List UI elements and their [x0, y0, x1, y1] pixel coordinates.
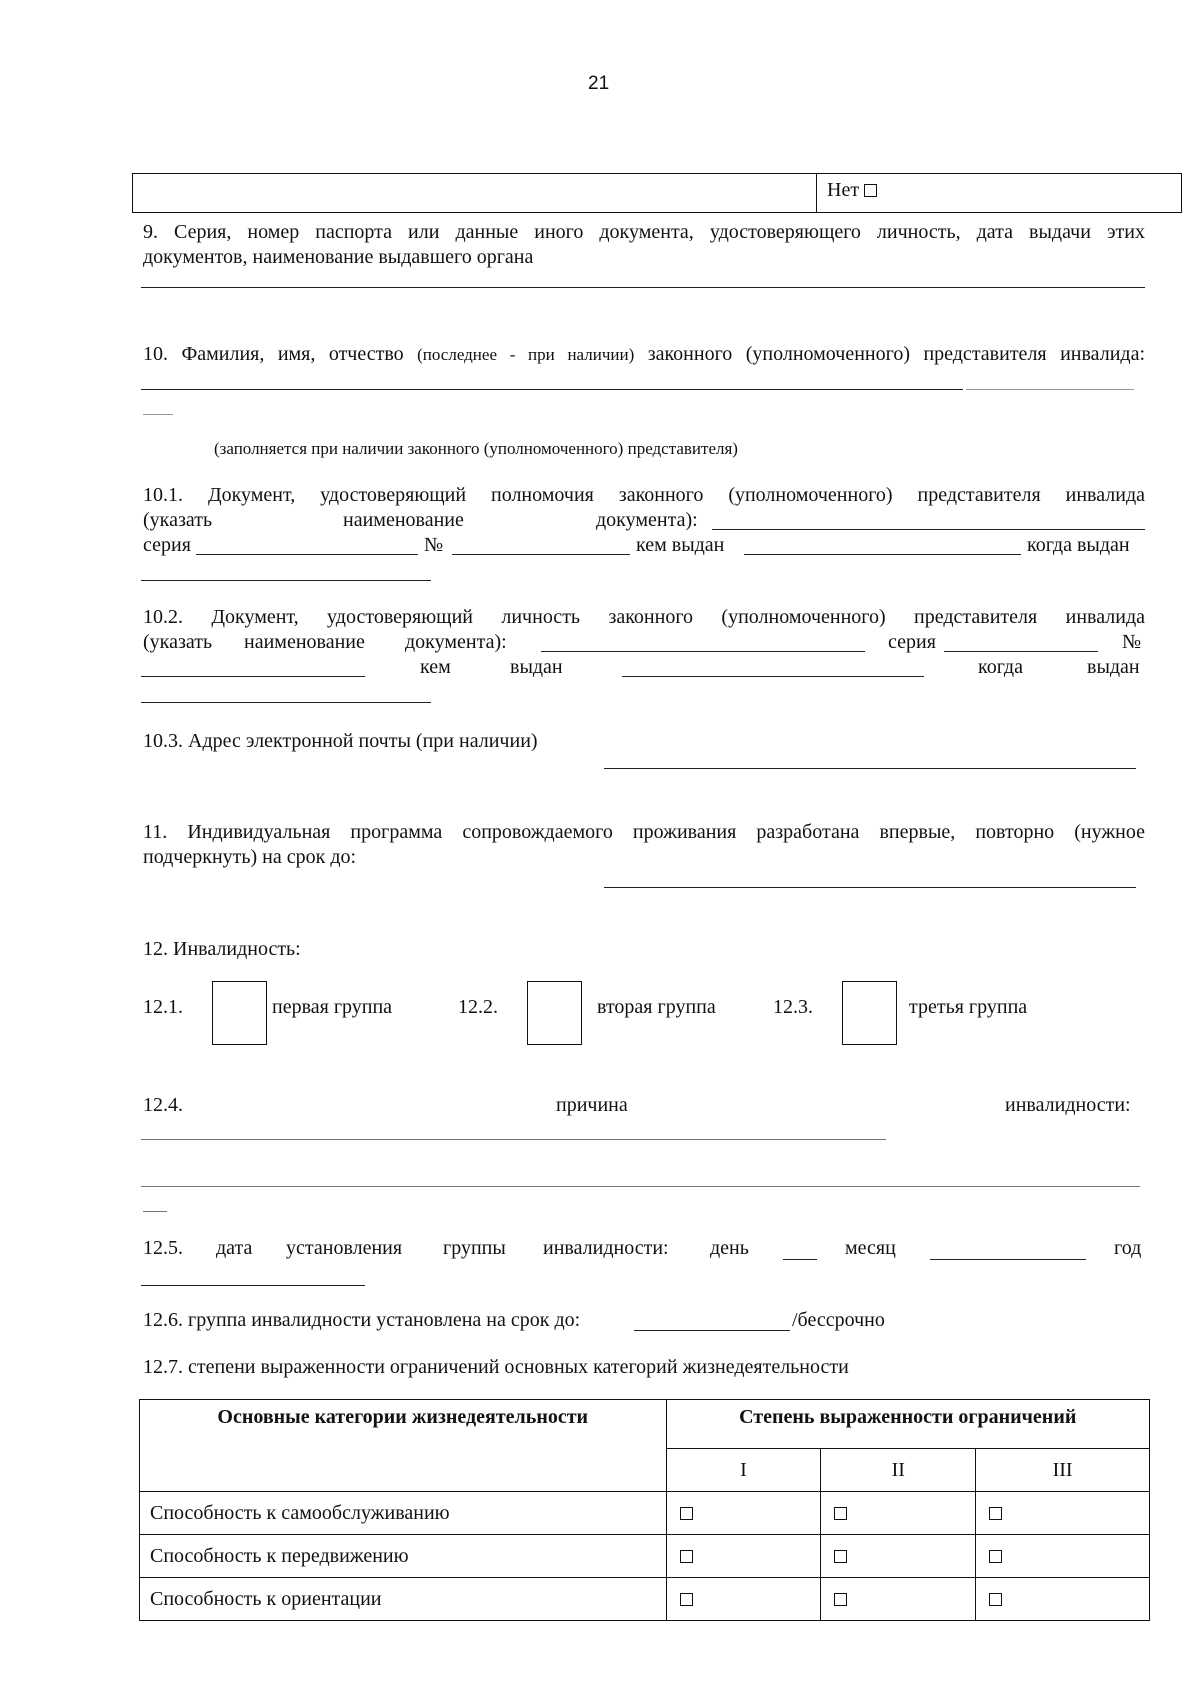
- section-10-2-when: когда: [978, 656, 1023, 678]
- table-row: [140, 1578, 1150, 1621]
- section-12-5-w5: день: [710, 1237, 749, 1259]
- section-10-2-issued2: выдан: [1087, 656, 1140, 678]
- section-12-4-num: 12.4.: [143, 1094, 183, 1116]
- categories-table: [139, 1399, 1150, 1621]
- row2-degree2-checkbox[interactable]: [834, 1550, 847, 1563]
- header-categories: Основные категории жизнедеятельности: [140, 1400, 667, 1492]
- year-input-line[interactable]: [141, 1285, 365, 1286]
- row3-degree3-checkbox[interactable]: [989, 1593, 1002, 1606]
- row2-degree1-checkbox[interactable]: [680, 1550, 693, 1563]
- section-12-5-num: 12.5.: [143, 1237, 183, 1259]
- group-1-checkbox[interactable]: [212, 981, 267, 1045]
- group-2-num: 12.2.: [458, 996, 498, 1018]
- section-10-hint: (заполняется при наличии законного (уполномоченного) представителя): [214, 439, 738, 458]
- section-12-6-label: 12.6. группа инвалидности установлена на срок до:: [143, 1309, 581, 1331]
- degree-2: II: [821, 1449, 976, 1492]
- row-label: Способность к ориентации: [140, 1578, 667, 1621]
- row-label: Способность к самообслуживанию: [140, 1492, 667, 1535]
- email-input-line[interactable]: [604, 768, 1136, 769]
- section-12-4-w3: инвалидности:: [1005, 1094, 1131, 1116]
- section-11-line2: подчеркнуть) на срок до:: [143, 846, 357, 868]
- page-number: 21: [588, 73, 610, 94]
- section-10-2-w3: документа):: [405, 631, 507, 653]
- cause-input-line-tail[interactable]: [143, 1211, 167, 1212]
- row2-degree3-checkbox[interactable]: [989, 1550, 1002, 1563]
- section-12-title: 12. Инвалидность:: [143, 938, 301, 960]
- section-12-6-suffix: /бессрочно: [792, 1309, 885, 1331]
- row1-degree2-checkbox[interactable]: [834, 1507, 847, 1520]
- section-10-2-issued-by-line[interactable]: [622, 676, 924, 677]
- degree-3: III: [976, 1449, 1150, 1492]
- section-10-1-w3: документа):: [596, 509, 698, 531]
- section-10-input-line-tail[interactable]: [143, 414, 173, 415]
- section-9-input-line[interactable]: [141, 287, 1145, 288]
- term-input-line[interactable]: [634, 1330, 790, 1331]
- group-2-checkbox[interactable]: [527, 981, 582, 1045]
- section-10-title: [143, 342, 1145, 367]
- section-12-5-w3: группы: [443, 1237, 506, 1259]
- section-10-note: (последнее - при наличии): [417, 345, 635, 364]
- section-10-1-issued-when-label: когда выдан: [1027, 534, 1130, 556]
- degree-1: I: [666, 1449, 821, 1492]
- row-label: Способность к передвижению: [140, 1535, 667, 1578]
- no-checkbox[interactable]: [864, 184, 877, 197]
- section-10-input-line-extra[interactable]: [966, 389, 1134, 390]
- section-10-3-label: 10.3. Адрес электронной почты (при наличии): [143, 730, 538, 752]
- row3-degree2-checkbox[interactable]: [834, 1593, 847, 1606]
- section-10-1-line1: 10.1. Документ, удостоверяющий полномочия законного (уполномоченного) представителя инвалида: [143, 484, 1145, 506]
- section-12-5-w2: установления: [286, 1237, 403, 1259]
- header-degree: Степень выраженности ограничений: [666, 1400, 1150, 1449]
- section-10-1-doc-name-line[interactable]: [712, 529, 1145, 530]
- section-10-1-num-label: №: [424, 534, 444, 556]
- table-row: [140, 1535, 1150, 1578]
- section-10-2-line1: 10.2. Документ, удостоверяющий личность законного (уполномоченного) представителя инвалида: [143, 606, 1145, 628]
- section-12-5-w7: год: [1114, 1237, 1142, 1259]
- row1-degree1-checkbox[interactable]: [680, 1507, 693, 1520]
- section-10-1-issued-when-line[interactable]: [141, 580, 431, 581]
- section-10-2-num-line[interactable]: [141, 676, 365, 677]
- table-header-row: [140, 1400, 1150, 1449]
- section-12-5-w6: месяц: [845, 1237, 896, 1259]
- cause-input-line-2[interactable]: [141, 1186, 1140, 1187]
- section-10-1-w2: наименование: [343, 509, 464, 531]
- group-2-label: вторая группа: [597, 996, 716, 1018]
- top-table-row: [132, 173, 1182, 213]
- section-10-2-w2: наименование: [244, 631, 365, 653]
- group-3-num: 12.3.: [773, 996, 813, 1018]
- section-12-5-w1: дата: [216, 1237, 253, 1259]
- section-10-1-issued-by-line[interactable]: [744, 554, 1021, 555]
- section-12-4-w2: причина: [556, 1094, 628, 1116]
- section-10-1-series-line[interactable]: [196, 554, 418, 555]
- section-10-2-issued: выдан: [510, 656, 563, 678]
- section-12-7-label: 12.7. степени выраженности ограничений основных категорий жизнедеятельности: [143, 1356, 849, 1378]
- section-10-input-line[interactable]: [141, 389, 963, 390]
- section-11-term-line[interactable]: [604, 887, 1136, 888]
- section-10-2-w1: (указать: [143, 631, 213, 653]
- group-3-checkbox[interactable]: [842, 981, 897, 1045]
- section-10-2-num-label: №: [1122, 631, 1142, 653]
- no-option: [827, 178, 877, 202]
- month-input-line[interactable]: [930, 1259, 1086, 1260]
- section-10-1-issued-by-label: кем выдан: [636, 534, 725, 556]
- section-10-1-num-line[interactable]: [452, 554, 630, 555]
- row1-degree3-checkbox[interactable]: [989, 1507, 1002, 1520]
- group-3-label: третья группа: [909, 996, 1028, 1018]
- group-1-label: первая группа: [272, 996, 393, 1018]
- section-10-2-doc-name-line[interactable]: [541, 651, 865, 652]
- section-10-title-start: 10. Фамилия, имя, отчество: [143, 343, 404, 365]
- group-1-num: 12.1.: [143, 996, 183, 1018]
- top-table-divider: [816, 174, 817, 212]
- section-10-1-series-label: серия: [143, 534, 191, 556]
- section-9-line2: документов, наименование выдавшего органа: [143, 246, 534, 268]
- section-10-2-issued-when-line[interactable]: [141, 702, 431, 703]
- section-12-5-w4: инвалидности:: [543, 1237, 669, 1259]
- section-10-title-rest: законного (уполномоченного) представителя инвалида:: [647, 343, 1146, 365]
- day-input-line[interactable]: [783, 1259, 817, 1260]
- no-label: Нет: [827, 179, 860, 201]
- cause-input-line-1[interactable]: [141, 1139, 886, 1140]
- table-row: [140, 1492, 1150, 1535]
- section-10-2-series-label: серия: [888, 631, 936, 653]
- section-10-1-w1: (указать: [143, 509, 213, 531]
- section-10-2-who: кем: [420, 656, 451, 678]
- section-11-line1: 11. Индивидуальная программа сопровождаемого проживания разработана впервые, повторно (нужное: [143, 821, 1145, 843]
- section-10-2-series-line[interactable]: [944, 651, 1098, 652]
- row3-degree1-checkbox[interactable]: [680, 1593, 693, 1606]
- section-9-line1: 9. Серия, номер паспорта или данные иного документа, удостоверяющего личность, дата выдачи этих: [143, 221, 1145, 243]
